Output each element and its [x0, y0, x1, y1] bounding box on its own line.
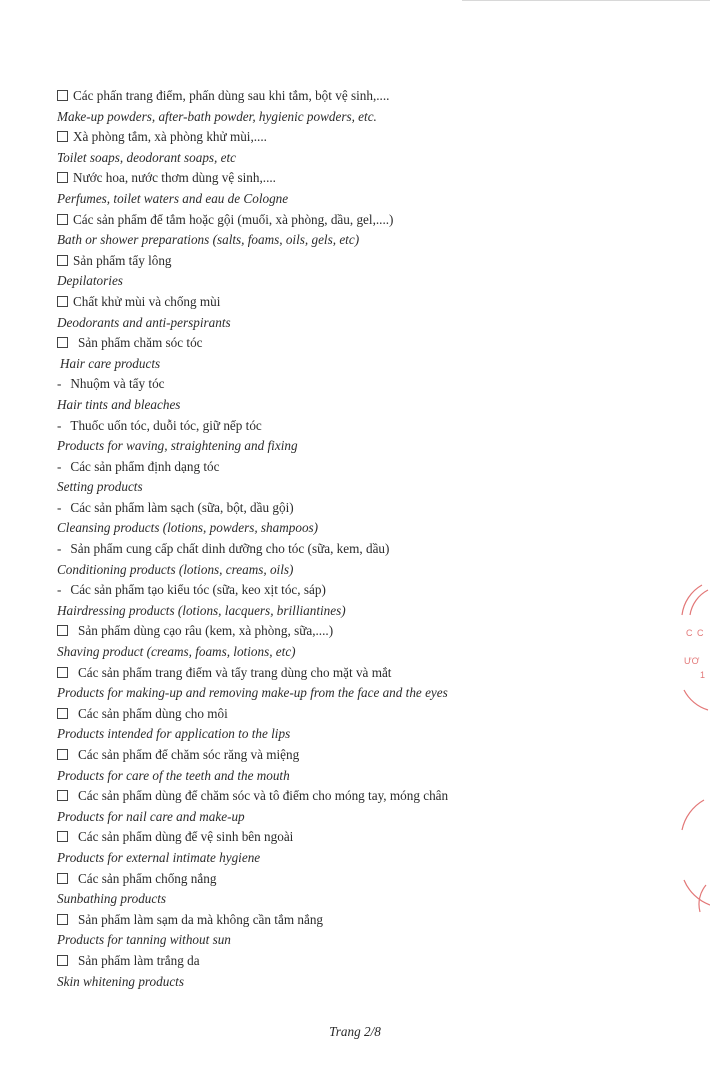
item-label-vi: Các sản phẩm để tắm hoặc gội (muối, xà phòng, dầu, gel,....) [73, 211, 394, 227]
item-label-en: Skin whitening products [57, 973, 184, 989]
item-label-vi: Các sản phẩm dùng để chăm sóc và tô điểm cho móng tay, móng chân [78, 788, 449, 804]
checkbox-item [57, 168, 657, 189]
sub-item [57, 457, 657, 478]
item-label-vi: Sản phẩm cung cấp chất dinh dưỡng cho tóc (sữa, kem, dầu) [70, 541, 390, 557]
checkbox-item [57, 827, 657, 848]
item-label-en: Shaving product (creams, foams, lotions, etc) [57, 644, 296, 660]
checkbox-icon [57, 873, 68, 884]
item-label-vi: Các sản phẩm định dạng tóc [70, 458, 220, 474]
sub-item [57, 416, 657, 437]
item-label-vi: Các sản phẩm chống nắng [78, 870, 217, 886]
checkbox-icon [57, 955, 68, 966]
item-label-vi: Xà phòng tắm, xà phòng khử mùi,.... [73, 129, 267, 145]
checkbox-item [57, 663, 657, 684]
checkbox-icon [57, 790, 68, 801]
checkbox-icon [57, 914, 68, 925]
item-label-vi: Các sản phẩm để chăm sóc răng và miệng [78, 747, 300, 762]
checkbox-item [57, 210, 657, 231]
checkbox-item [57, 704, 657, 725]
item-label-en: Make-up powders, after-bath powder, hygienic powders, etc. [57, 108, 377, 124]
checkbox-item [57, 333, 657, 354]
item-label-en: Deodorants and anti-perspirants [57, 314, 231, 330]
sub-item [57, 580, 657, 601]
item-label-vi: Chất khử mùi và chống mùi [73, 293, 221, 309]
sub-item [57, 539, 657, 560]
item-label-en: Products for nail care and make-up [57, 808, 245, 824]
item-label-vi: Các sản phẩm trang điểm và tẩy trang dùng cho mặt và mắt [78, 664, 392, 680]
item-label-vi: Nhuộm và tẩy tóc [70, 376, 165, 392]
item-label-vi: Các sản phẩm làm sạch (sữa, bột, dầu gội) [70, 499, 294, 515]
checkbox-icon [57, 337, 68, 348]
svg-text:ƯƠ: ƯƠ [684, 656, 700, 666]
item-label-vi: Sản phẩm chăm sóc tóc [78, 335, 203, 351]
checkbox-item [57, 251, 657, 272]
dash-bullet: - [57, 376, 62, 392]
checkbox-item [57, 910, 657, 931]
item-label-vi: Sản phẩm tẩy lông [73, 252, 172, 268]
item-label-en: Toilet soaps, deodorant soaps, etc [57, 149, 237, 165]
checkbox-item [57, 869, 657, 890]
item-label-en: Hair tints and bleaches [57, 396, 181, 412]
item-label-en: Products for tanning without sun [57, 932, 231, 948]
dash-bullet: - [57, 582, 62, 598]
top-border-line [462, 0, 710, 1]
checkbox-icon [57, 708, 68, 719]
item-label-vi: Các sản phẩm dùng cho môi [78, 705, 228, 721]
item-label-en: Hairdressing products (lotions, lacquers, brilliantines) [57, 602, 346, 618]
checkbox-icon [57, 625, 68, 636]
sub-item [57, 498, 657, 519]
item-label-en: Depilatories [57, 273, 123, 289]
checkbox-item [57, 951, 657, 972]
checkbox-item [57, 621, 657, 642]
item-label-en: Bath or shower preparations (salts, foams, oils, gels, etc) [57, 232, 360, 248]
item-label-en: Products for waving, straightening and fixing [57, 438, 298, 454]
item-label-vi: Các sản phẩm tạo kiểu tóc (sữa, keo xịt tóc, sáp) [70, 582, 326, 598]
item-label-en: Setting products [57, 479, 143, 495]
item-label-en: Conditioning products (lotions, creams, oils) [57, 561, 294, 577]
svg-text:C: C [686, 628, 693, 638]
item-label-en: Products intended for application to the lips [57, 726, 291, 742]
checkbox-icon [57, 831, 68, 842]
dash-bullet: - [57, 417, 62, 433]
category-list [57, 86, 657, 992]
checkbox-icon [57, 90, 68, 101]
item-label-vi: Các phấn trang điểm, phấn dùng sau khi tắm, bột vệ sinh,.... [73, 88, 390, 103]
checkbox-icon [57, 296, 68, 307]
checkbox-icon [57, 214, 68, 225]
sub-item [57, 374, 657, 395]
dash-bullet: - [57, 458, 62, 474]
checkbox-item [57, 292, 657, 313]
checkbox-icon [57, 131, 68, 142]
page-number: Trang 2/8 [329, 1024, 381, 1039]
item-label-en: Products for care of the teeth and the mouth [57, 767, 290, 783]
item-label-en: Hair care products [60, 355, 161, 371]
item-label-vi: Các sản phẩm dùng để vệ sinh bên ngoài [78, 829, 294, 845]
checkbox-icon [57, 749, 68, 760]
checkbox-item [57, 86, 657, 107]
item-label-vi: Thuốc uốn tóc, duỗi tóc, giữ nếp tóc [70, 417, 262, 433]
item-label-en: Cleansing products (lotions, powders, shampoos) [57, 520, 319, 536]
checkbox-icon [57, 255, 68, 266]
red-stamp-image [680, 560, 710, 980]
checkbox-item [57, 786, 657, 807]
checkbox-item [57, 127, 657, 148]
item-label-en: Products for making-up and removing make-up from the face and the eyes [57, 685, 448, 701]
dash-bullet: - [57, 541, 62, 557]
checkbox-icon [57, 172, 68, 183]
checkbox-icon [57, 667, 68, 678]
item-label-vi: Sản phẩm làm sạm da mà không cần tắm nắng [78, 911, 324, 927]
item-label-vi: Nước hoa, nước thơm dùng vệ sinh,.... [73, 170, 276, 186]
item-label-vi: Sản phẩm dùng cạo râu (kem, xà phòng, sữa,....) [78, 623, 334, 639]
item-label-en: Sunbathing products [57, 891, 167, 907]
svg-text:C: C [697, 628, 704, 638]
item-label-en: Products for external intimate hygiene [57, 849, 261, 865]
svg-text:1: 1 [700, 670, 706, 680]
item-label-en: Perfumes, toilet waters and eau de Cologne [57, 190, 289, 206]
dash-bullet: - [57, 499, 62, 515]
item-label-vi: Sản phẩm làm trắng da [78, 952, 200, 968]
checkbox-item [57, 745, 657, 766]
